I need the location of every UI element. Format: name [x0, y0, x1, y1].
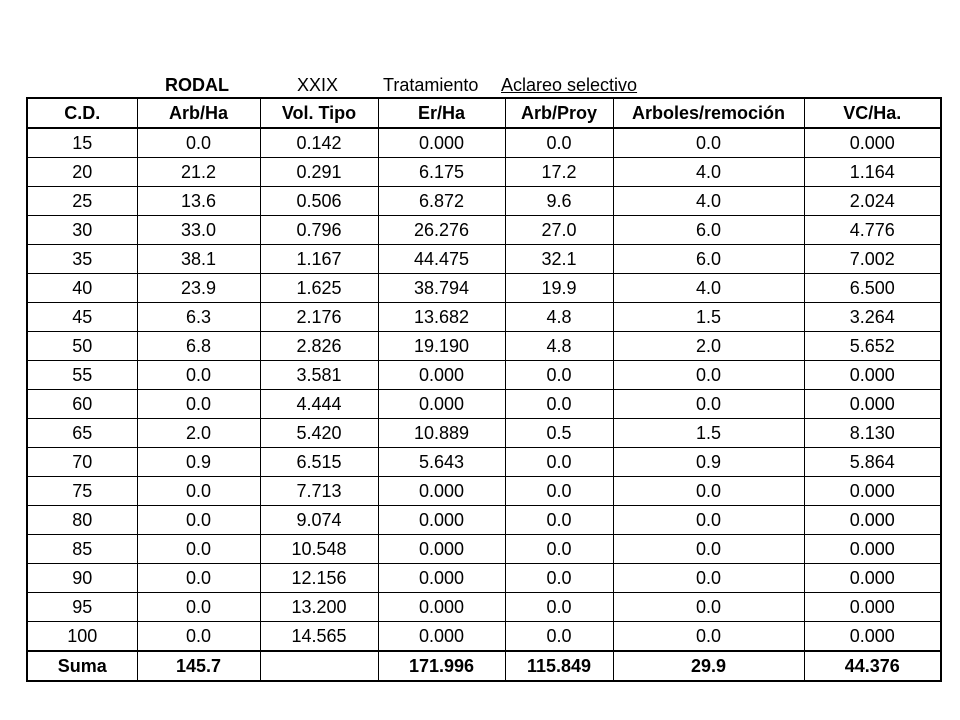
table-cell: 4.8	[505, 332, 613, 361]
table-cell: 4.0	[613, 158, 804, 187]
table-cell: 14.565	[260, 622, 378, 652]
table-cell: 6.872	[378, 187, 505, 216]
rodal-value: XXIX	[297, 75, 339, 95]
table-cell: 20	[27, 158, 137, 187]
table-cell: 0.000	[804, 622, 941, 652]
table-cell: 0.9	[613, 448, 804, 477]
table-cell: 0.0	[137, 128, 260, 158]
table-row	[27, 361, 941, 390]
table-cell: 0.0	[613, 477, 804, 506]
table-row	[27, 245, 941, 274]
table-cell: 0.000	[804, 593, 941, 622]
table-cell: 95	[27, 593, 137, 622]
table-cell: 10.548	[260, 535, 378, 564]
table-cell: 0.000	[804, 128, 941, 158]
table-cell: 23.9	[137, 274, 260, 303]
table-cell: 5.652	[804, 332, 941, 361]
column-header-arboles-remocion: Arboles/remoción	[613, 98, 804, 128]
table-cell: 35	[27, 245, 137, 274]
table-cell: 2.024	[804, 187, 941, 216]
table-cell: 0.000	[378, 477, 505, 506]
table-row	[27, 303, 941, 332]
table-cell: 2.826	[260, 332, 378, 361]
table-cell: 7.002	[804, 245, 941, 274]
table-body	[27, 128, 941, 651]
column-header-er-ha: Er/Ha	[378, 98, 505, 128]
table-cell: 17.2	[505, 158, 613, 187]
table-cell: 0.000	[804, 564, 941, 593]
table-cell: 40	[27, 274, 137, 303]
table-cell: 26.276	[378, 216, 505, 245]
table-cell: 5.420	[260, 419, 378, 448]
rodal-label: RODAL	[165, 75, 229, 95]
column-header-vc-ha: VC/Ha.	[804, 98, 941, 128]
table-cell: 90	[27, 564, 137, 593]
table-cell: 1.164	[804, 158, 941, 187]
table-cell: 0.0	[137, 622, 260, 652]
table-cell: 44.475	[378, 245, 505, 274]
table-cell: 21.2	[137, 158, 260, 187]
table-cell: 70	[27, 448, 137, 477]
table-cell: 80	[27, 506, 137, 535]
table-row	[27, 506, 941, 535]
table-cell: 0.0	[613, 564, 804, 593]
table-cell: 0.0	[137, 506, 260, 535]
table-cell: 1.625	[260, 274, 378, 303]
table-cell: 0.5	[505, 419, 613, 448]
table-cell: 4.444	[260, 390, 378, 419]
table-cell: 0.000	[804, 477, 941, 506]
table-cell: 6.500	[804, 274, 941, 303]
table-cell: 3.264	[804, 303, 941, 332]
table-cell: 2.0	[613, 332, 804, 361]
table-cell: 1.167	[260, 245, 378, 274]
table-cell: 19.190	[378, 332, 505, 361]
table-cell: 0.0	[505, 535, 613, 564]
table-cell: 0.506	[260, 187, 378, 216]
table-cell: 85	[27, 535, 137, 564]
table-cell: 6.0	[613, 245, 804, 274]
table-cell: 0.9	[137, 448, 260, 477]
tratamiento-value: Aclareo selectivo	[501, 75, 638, 95]
table-cell: 0.000	[378, 390, 505, 419]
table-cell: 0.0	[137, 593, 260, 622]
total-cell: 171.996	[378, 651, 505, 681]
table-row	[27, 419, 941, 448]
table-cell: 0.291	[260, 158, 378, 187]
table-cell: 0.0	[505, 361, 613, 390]
table-cell: 0.000	[804, 535, 941, 564]
table-cell: 100	[27, 622, 137, 652]
table-row	[27, 390, 941, 419]
table-row	[27, 216, 941, 245]
table-cell: 0.0	[613, 506, 804, 535]
table-cell: 1.5	[613, 303, 804, 332]
table-cell: 65	[27, 419, 137, 448]
table-row	[27, 593, 941, 622]
total-cell: 44.376	[804, 651, 941, 681]
table-row	[27, 622, 941, 652]
table-cell: 0.000	[378, 506, 505, 535]
total-label: Suma	[27, 651, 137, 681]
table-cell: 6.8	[137, 332, 260, 361]
table-cell: 5.864	[804, 448, 941, 477]
table-cell: 4.776	[804, 216, 941, 245]
table-cell: 4.8	[505, 303, 613, 332]
table-cell: 6.0	[613, 216, 804, 245]
column-header-arb-ha: Arb/Ha	[137, 98, 260, 128]
table-cell: 0.0	[613, 361, 804, 390]
table-cell: 45	[27, 303, 137, 332]
table-cell: 12.156	[260, 564, 378, 593]
stand-table	[26, 97, 942, 682]
table-cell: 10.889	[378, 419, 505, 448]
table-cell: 2.176	[260, 303, 378, 332]
table-row	[27, 332, 941, 361]
table-cell: 0.000	[804, 361, 941, 390]
table-cell: 0.000	[378, 361, 505, 390]
table-cell: 25	[27, 187, 137, 216]
table-cell: 0.0	[137, 390, 260, 419]
table-cell: 0.796	[260, 216, 378, 245]
table-row	[27, 158, 941, 187]
table-cell: 0.0	[613, 593, 804, 622]
table-cell: 0.000	[804, 390, 941, 419]
table-cell: 13.682	[378, 303, 505, 332]
table-caption	[0, 74, 960, 98]
table-cell: 0.0	[137, 535, 260, 564]
column-header-arb-proy: Arb/Proy	[505, 98, 613, 128]
table-cell: 0.142	[260, 128, 378, 158]
table-row	[27, 564, 941, 593]
table-row	[27, 274, 941, 303]
table-cell: 75	[27, 477, 137, 506]
total-row	[27, 651, 941, 681]
table-cell: 15	[27, 128, 137, 158]
table-cell: 27.0	[505, 216, 613, 245]
table-cell: 38.1	[137, 245, 260, 274]
table-cell: 1.5	[613, 419, 804, 448]
table-cell: 55	[27, 361, 137, 390]
table-row	[27, 448, 941, 477]
table-cell: 0.000	[378, 564, 505, 593]
table-header-row	[27, 98, 941, 128]
table-cell: 0.0	[613, 535, 804, 564]
table-cell: 0.000	[378, 128, 505, 158]
column-header-cd: C.D.	[27, 98, 137, 128]
table-cell: 0.0	[505, 506, 613, 535]
table-cell: 4.0	[613, 187, 804, 216]
table-cell: 0.0	[613, 622, 804, 652]
tratamiento-label: Tratamiento	[383, 75, 479, 95]
table-cell: 50	[27, 332, 137, 361]
table-cell: 6.3	[137, 303, 260, 332]
table-row	[27, 187, 941, 216]
table-cell: 3.581	[260, 361, 378, 390]
table-cell: 0.0	[613, 128, 804, 158]
column-header-vol-tipo: Vol. Tipo	[260, 98, 378, 128]
table-cell: 2.0	[137, 419, 260, 448]
table-cell: 9.6	[505, 187, 613, 216]
table-cell: 7.713	[260, 477, 378, 506]
table-cell: 0.0	[505, 128, 613, 158]
table-cell: 0.000	[378, 593, 505, 622]
table-cell: 32.1	[505, 245, 613, 274]
table-cell: 0.0	[505, 564, 613, 593]
table-cell: 8.130	[804, 419, 941, 448]
table-cell: 30	[27, 216, 137, 245]
table-cell: 5.643	[378, 448, 505, 477]
total-cell: 29.9	[613, 651, 804, 681]
total-cell	[260, 651, 378, 681]
table-cell: 0.0	[505, 448, 613, 477]
table-cell: 13.200	[260, 593, 378, 622]
table-cell: 0.0	[505, 622, 613, 652]
table-row	[27, 535, 941, 564]
table-cell: 0.0	[137, 477, 260, 506]
table-cell: 0.0	[137, 564, 260, 593]
table-cell: 0.0	[137, 361, 260, 390]
table-cell: 38.794	[378, 274, 505, 303]
table-cell: 13.6	[137, 187, 260, 216]
table-cell: 0.000	[378, 535, 505, 564]
table-cell: 33.0	[137, 216, 260, 245]
total-cell: 115.849	[505, 651, 613, 681]
table-cell: 0.000	[378, 622, 505, 652]
table-cell: 9.074	[260, 506, 378, 535]
total-cell: 145.7	[137, 651, 260, 681]
table-cell: 0.0	[505, 477, 613, 506]
table-cell: 6.175	[378, 158, 505, 187]
table-row	[27, 128, 941, 158]
table-cell: 60	[27, 390, 137, 419]
table-cell: 4.0	[613, 274, 804, 303]
table-cell: 0.000	[804, 506, 941, 535]
table-cell: 6.515	[260, 448, 378, 477]
table-cell: 0.0	[505, 593, 613, 622]
table-cell: 19.9	[505, 274, 613, 303]
table-cell: 0.0	[505, 390, 613, 419]
table-row	[27, 477, 941, 506]
table-cell: 0.0	[613, 390, 804, 419]
